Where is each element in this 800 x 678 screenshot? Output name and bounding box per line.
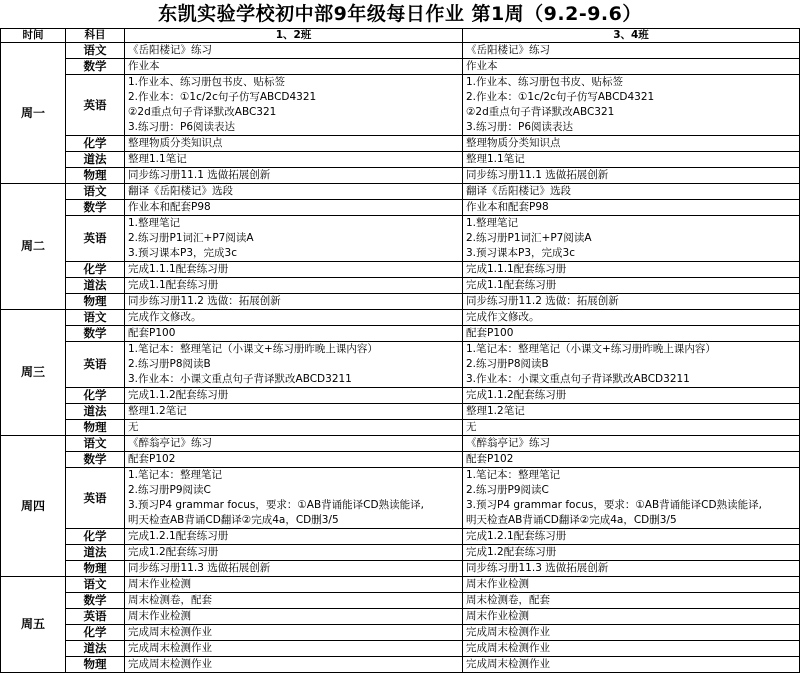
subject-cell: 物理 xyxy=(66,294,125,310)
table-row xyxy=(1,152,800,168)
day-cell: 周五 xyxy=(1,577,66,673)
homework-cell-class-1-2 xyxy=(125,388,463,404)
table-row xyxy=(1,577,800,593)
subject-cell: 语文 xyxy=(66,577,125,593)
homework-line: 整理1.1笔记 xyxy=(128,153,187,165)
homework-cell-class-1-2 xyxy=(125,310,463,326)
homework-cell-class-3-4 xyxy=(463,294,800,310)
subject-cell: 物理 xyxy=(66,657,125,673)
homework-line: 完成1.2配套练习册 xyxy=(466,546,557,558)
homework-line: 完成周末检测作业 xyxy=(466,626,550,638)
homework-cell-class-1-2 xyxy=(125,561,463,577)
homework-cell-class-3-4 xyxy=(463,184,800,200)
homework-line: 完成1.2.1配套练习册 xyxy=(466,530,567,542)
subject-cell: 语文 xyxy=(66,184,125,200)
table-row xyxy=(1,404,800,420)
homework-line: 周末检测卷，配套 xyxy=(466,594,550,606)
homework-line: 2.练习册P8阅读B xyxy=(466,358,549,370)
homework-cell-class-3-4 xyxy=(463,609,800,625)
homework-cell-class-3-4 xyxy=(463,452,800,468)
homework-line: 明天检查AB背诵CD翻译②完成4a，CD删3/5 xyxy=(466,514,677,526)
homework-line: 周末作业检测 xyxy=(128,578,191,590)
homework-cell-class-3-4 xyxy=(463,168,800,184)
header-class-3-4: 3、4班 xyxy=(463,29,800,43)
homework-cell-class-3-4 xyxy=(463,468,800,529)
table-row xyxy=(1,184,800,200)
homework-line: 1.作业本、练习册包书皮、贴标签 xyxy=(128,76,286,88)
homework-line: 完成周末检测作业 xyxy=(466,642,550,654)
homework-cell-class-1-2 xyxy=(125,326,463,342)
homework-cell-class-3-4 xyxy=(463,200,800,216)
homework-cell-class-3-4 xyxy=(463,326,800,342)
subject-cell: 道法 xyxy=(66,641,125,657)
homework-cell-class-1-2 xyxy=(125,152,463,168)
homework-cell-class-3-4 xyxy=(463,404,800,420)
homework-line: 完成周末检测作业 xyxy=(128,626,212,638)
homework-cell-class-3-4 xyxy=(463,657,800,673)
homework-cell-class-3-4 xyxy=(463,278,800,294)
homework-line: 同步练习册11.2 选做：拓展创新 xyxy=(466,295,619,307)
homework-line: 完成周末检测作业 xyxy=(466,658,550,670)
table-row xyxy=(1,561,800,577)
subject-cell: 英语 xyxy=(66,609,125,625)
homework-line: 完成周末检测作业 xyxy=(128,658,212,670)
table-row xyxy=(1,294,800,310)
header-row xyxy=(1,29,800,43)
homework-line: 配套P102 xyxy=(466,453,514,465)
homework-cell-class-1-2 xyxy=(125,452,463,468)
subject-cell: 道法 xyxy=(66,545,125,561)
subject-cell: 化学 xyxy=(66,388,125,404)
homework-line: 2.练习册P1词汇+P7阅读A xyxy=(466,232,592,244)
homework-cell-class-1-2 xyxy=(125,43,463,59)
homework-line: 同步练习册11.1 选做拓展创新 xyxy=(128,169,271,181)
homework-line: 完成1.2配套练习册 xyxy=(128,546,219,558)
subject-cell: 化学 xyxy=(66,625,125,641)
homework-cell-class-1-2 xyxy=(125,609,463,625)
homework-line: 《岳阳楼记》练习 xyxy=(128,44,212,56)
homework-cell-class-3-4 xyxy=(463,75,800,136)
homework-cell-class-3-4 xyxy=(463,436,800,452)
homework-line: 完成1.1配套练习册 xyxy=(466,279,557,291)
subject-cell: 数学 xyxy=(66,593,125,609)
homework-line: 明天检查AB背诵CD翻译②完成4a，CD删3/5 xyxy=(128,514,339,526)
homework-line: 1.整理笔记 xyxy=(128,217,181,229)
homework-cell-class-1-2 xyxy=(125,641,463,657)
table-row xyxy=(1,278,800,294)
homework-cell-class-3-4 xyxy=(463,545,800,561)
homework-line: 配套P100 xyxy=(128,327,176,339)
homework-line: 3.作业本：小课文重点句子背译默改ABCD3211 xyxy=(466,373,690,385)
day-cell: 周二 xyxy=(1,184,66,310)
homework-cell-class-1-2 xyxy=(125,593,463,609)
homework-line: 配套P102 xyxy=(128,453,176,465)
table-row xyxy=(1,388,800,404)
homework-line: 完成作文修改。 xyxy=(466,311,540,323)
table-row xyxy=(1,310,800,326)
subject-cell: 物理 xyxy=(66,561,125,577)
homework-cell-class-3-4 xyxy=(463,342,800,388)
homework-line: 3.预习P4 grammar focus，要求：①AB背诵能译CD熟读能译, xyxy=(128,499,424,511)
homework-line: 配套P100 xyxy=(466,327,514,339)
homework-line: 完成1.1.2配套练习册 xyxy=(128,389,229,401)
homework-cell-class-1-2 xyxy=(125,657,463,673)
homework-line: 作业本和配套P98 xyxy=(466,201,549,213)
homework-line: 《岳阳楼记》练习 xyxy=(466,44,550,56)
homework-cell-class-3-4 xyxy=(463,641,800,657)
homework-line: 完成1.1配套练习册 xyxy=(128,279,219,291)
table-row xyxy=(1,657,800,673)
table-row xyxy=(1,200,800,216)
table-row xyxy=(1,342,800,388)
homework-line: 3.练习册：P6阅读表达 xyxy=(128,121,236,133)
page-title: 东凯实验学校初中部9年级每日作业 第1周（9.2-9.6） xyxy=(158,3,642,25)
homework-line: 3.预习P4 grammar focus，要求：①AB背诵能译CD熟读能译, xyxy=(466,499,762,511)
homework-line: ②2d重点句子背译默改ABC321 xyxy=(466,106,615,118)
homework-cell-class-1-2 xyxy=(125,577,463,593)
homework-cell-class-1-2 xyxy=(125,75,463,136)
homework-cell-class-3-4 xyxy=(463,43,800,59)
homework-line: 1.笔记本：整理笔记 xyxy=(128,469,223,481)
homework-line: 《醉翁亭记》练习 xyxy=(128,437,212,449)
table-row xyxy=(1,326,800,342)
day-cell: 周三 xyxy=(1,310,66,436)
homework-cell-class-3-4 xyxy=(463,152,800,168)
table-row xyxy=(1,420,800,436)
homework-cell-class-3-4 xyxy=(463,310,800,326)
homework-cell-class-1-2 xyxy=(125,294,463,310)
subject-cell: 语文 xyxy=(66,436,125,452)
header-time: 时间 xyxy=(1,29,66,43)
table-row xyxy=(1,609,800,625)
table-row xyxy=(1,262,800,278)
homework-cell-class-1-2 xyxy=(125,59,463,75)
homework-cell-class-1-2 xyxy=(125,200,463,216)
homework-line: 整理1.2笔记 xyxy=(128,405,187,417)
homework-cell-class-1-2 xyxy=(125,278,463,294)
homework-line: 周末作业检测 xyxy=(128,610,191,622)
homework-line: 整理1.2笔记 xyxy=(466,405,525,417)
homework-cell-class-1-2 xyxy=(125,468,463,529)
subject-cell: 英语 xyxy=(66,216,125,262)
subject-cell: 物理 xyxy=(66,168,125,184)
homework-cell-class-1-2 xyxy=(125,529,463,545)
homework-line: 1.笔记本：整理笔记（小课文+练习册昨晚上课内容） xyxy=(466,343,716,355)
homework-line: 完成周末检测作业 xyxy=(128,642,212,654)
homework-line: 2.练习册P1词汇+P7阅读A xyxy=(128,232,254,244)
homework-cell-class-3-4 xyxy=(463,625,800,641)
homework-line: 同步练习册11.3 选做拓展创新 xyxy=(128,562,271,574)
day-cell: 周四 xyxy=(1,436,66,577)
homework-cell-class-3-4 xyxy=(463,593,800,609)
homework-line: 翻译《岳阳楼记》选段 xyxy=(128,185,233,197)
homework-line: 2.练习册P9阅读C xyxy=(128,484,211,496)
subject-cell: 数学 xyxy=(66,452,125,468)
homework-line: 1.整理笔记 xyxy=(466,217,519,229)
homework-line: 无 xyxy=(128,421,139,433)
homework-line: 完成1.1.1配套练习册 xyxy=(128,263,229,275)
subject-cell: 英语 xyxy=(66,75,125,136)
subject-cell: 语文 xyxy=(66,310,125,326)
subject-cell: 道法 xyxy=(66,404,125,420)
homework-cell-class-1-2 xyxy=(125,342,463,388)
day-cell: 周一 xyxy=(1,43,66,184)
homework-line: 同步练习册11.1 选做拓展创新 xyxy=(466,169,609,181)
homework-line: 3.预习课本P3，完成3c xyxy=(128,247,237,259)
homework-cell-class-3-4 xyxy=(463,529,800,545)
homework-line: 作业本 xyxy=(128,60,160,72)
header-class-1-2: 1、2班 xyxy=(125,29,463,43)
homework-cell-class-1-2 xyxy=(125,545,463,561)
homework-line: 2.作业本：①1c/2c句子仿写ABCD4321 xyxy=(466,91,655,103)
homework-line: 完成1.1.1配套练习册 xyxy=(466,263,567,275)
homework-cell-class-1-2 xyxy=(125,184,463,200)
homework-line: 翻译《岳阳楼记》选段 xyxy=(466,185,571,197)
table-row xyxy=(1,625,800,641)
table-row xyxy=(1,641,800,657)
table-row xyxy=(1,136,800,152)
header-subject: 科目 xyxy=(66,29,125,43)
homework-line: 整理1.1笔记 xyxy=(466,153,525,165)
homework-line: 3.作业本：小课文重点句子背译默改ABCD3211 xyxy=(128,373,352,385)
homework-line: 作业本 xyxy=(466,60,498,72)
homework-line: 1.笔记本：整理笔记 xyxy=(466,469,561,481)
homework-line: 完成作文修改。 xyxy=(128,311,202,323)
table-row xyxy=(1,43,800,59)
homework-cell-class-3-4 xyxy=(463,420,800,436)
homework-line: 完成1.1.2配套练习册 xyxy=(466,389,567,401)
homework-line: 3.预习课本P3，完成3c xyxy=(466,247,575,259)
homework-line: 《醉翁亭记》练习 xyxy=(466,437,550,449)
subject-cell: 数学 xyxy=(66,200,125,216)
homework-line: 整理物质分类知识点 xyxy=(466,137,561,149)
homework-cell-class-1-2 xyxy=(125,136,463,152)
homework-line: 1.笔记本：整理笔记（小课文+练习册昨晚上课内容） xyxy=(128,343,378,355)
homework-cell-class-3-4 xyxy=(463,577,800,593)
subject-cell: 化学 xyxy=(66,529,125,545)
subject-cell: 数学 xyxy=(66,326,125,342)
homework-line: 2.练习册P8阅读B xyxy=(128,358,211,370)
homework-line: 整理物质分类知识点 xyxy=(128,137,223,149)
homework-line: 周末作业检测 xyxy=(466,610,529,622)
homework-line: 作业本和配套P98 xyxy=(128,201,211,213)
homework-cell-class-1-2 xyxy=(125,420,463,436)
homework-line: 周末检测卷，配套 xyxy=(128,594,212,606)
subject-cell: 语文 xyxy=(66,43,125,59)
table-row xyxy=(1,468,800,529)
subject-cell: 道法 xyxy=(66,278,125,294)
homework-cell-class-1-2 xyxy=(125,404,463,420)
subject-cell: 数学 xyxy=(66,59,125,75)
homework-line: 2.作业本：①1c/2c句子仿写ABCD4321 xyxy=(128,91,317,103)
subject-cell: 英语 xyxy=(66,342,125,388)
homework-line: 无 xyxy=(466,421,477,433)
homework-line: 同步练习册11.2 选做：拓展创新 xyxy=(128,295,281,307)
homework-cell-class-3-4 xyxy=(463,136,800,152)
homework-cell-class-3-4 xyxy=(463,59,800,75)
homework-line: 完成1.2.1配套练习册 xyxy=(128,530,229,542)
homework-cell-class-3-4 xyxy=(463,262,800,278)
table-row xyxy=(1,452,800,468)
homework-cell-class-3-4 xyxy=(463,561,800,577)
homework-cell-class-1-2 xyxy=(125,436,463,452)
homework-cell-class-1-2 xyxy=(125,625,463,641)
homework-line: ②2d重点句子背译默改ABC321 xyxy=(128,106,277,118)
table-row xyxy=(1,75,800,136)
homework-line: 同步练习册11.3 选做拓展创新 xyxy=(466,562,609,574)
homework-cell-class-1-2 xyxy=(125,262,463,278)
homework-line: 2.练习册P9阅读C xyxy=(466,484,549,496)
subject-cell: 物理 xyxy=(66,420,125,436)
subject-cell: 化学 xyxy=(66,262,125,278)
homework-table xyxy=(0,28,800,673)
homework-cell-class-3-4 xyxy=(463,388,800,404)
table-row xyxy=(1,216,800,262)
homework-cell-class-3-4 xyxy=(463,216,800,262)
subject-cell: 英语 xyxy=(66,468,125,529)
homework-line: 周末作业检测 xyxy=(466,578,529,590)
table-row xyxy=(1,168,800,184)
table-row xyxy=(1,545,800,561)
subject-cell: 化学 xyxy=(66,136,125,152)
homework-line: 1.作业本、练习册包书皮、贴标签 xyxy=(466,76,624,88)
homework-line: 3.练习册：P6阅读表达 xyxy=(466,121,574,133)
subject-cell: 道法 xyxy=(66,152,125,168)
homework-cell-class-1-2 xyxy=(125,168,463,184)
table-row xyxy=(1,436,800,452)
table-row xyxy=(1,529,800,545)
table-row xyxy=(1,593,800,609)
homework-cell-class-1-2 xyxy=(125,216,463,262)
table-row xyxy=(1,59,800,75)
